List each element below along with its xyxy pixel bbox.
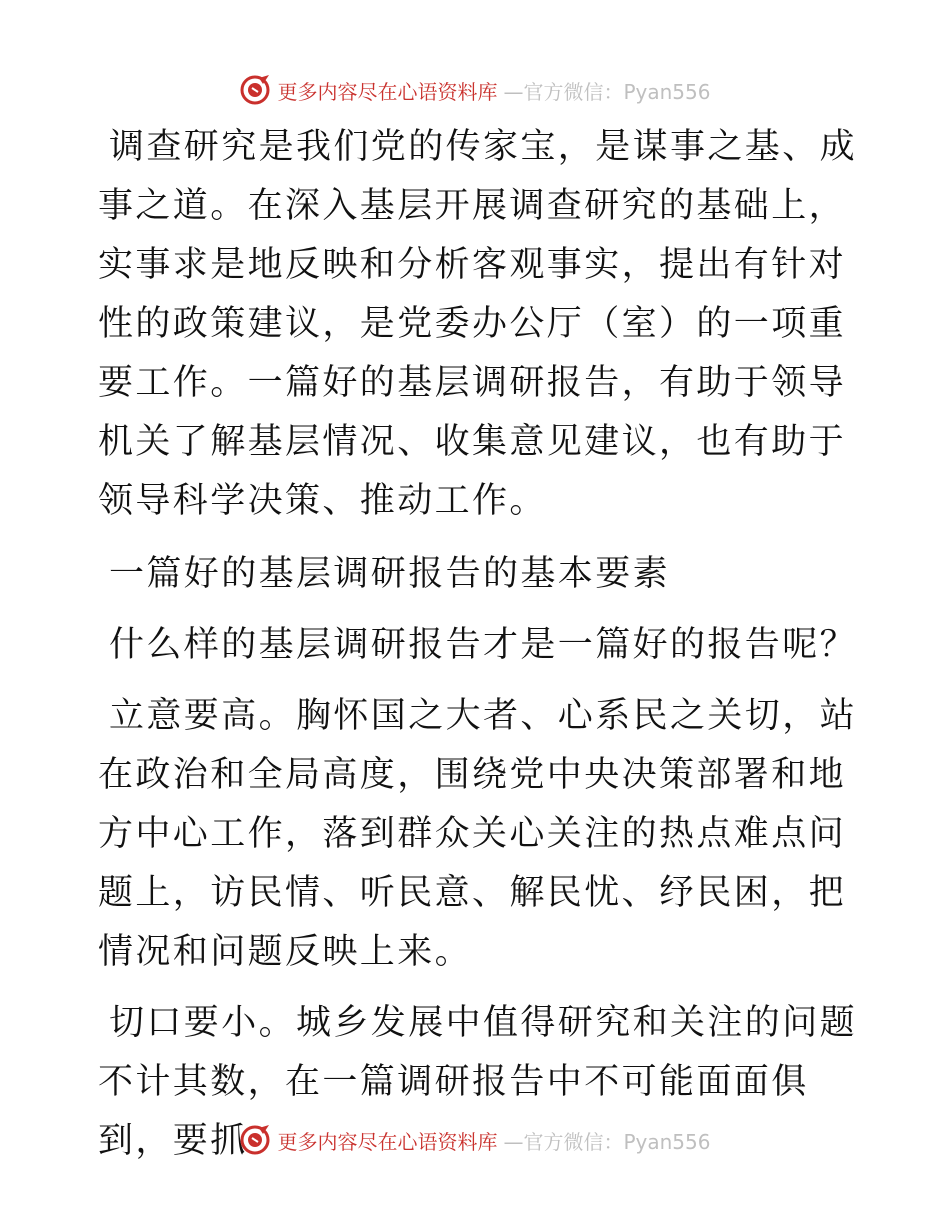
section-heading: 一篇好的基层调研报告的基本要素 (109, 554, 671, 594)
quill-seal-icon (239, 74, 271, 106)
footer-watermark (0, 1122, 950, 1158)
paragraph-question: 什么样的基层调研报告才是一篇好的报告呢？ (109, 625, 858, 665)
watermark-sub-text: —官方微信：Pyan556 (503, 79, 711, 104)
watermark-main-text: 更多内容尽在心语资料库 (277, 1129, 498, 1154)
paragraph-intro: 调查研究是我们党的传家宝，是谋事之基、成事之道。在深入基层开展调查研究的基础上，实事求是地反映和分析客观事实，提出有针对性的政策建议，是党委办公厅（室）的一项重要工作。一篇好的基层调研报告，有助于领导机关了解基层情况、收集意见建议，也有助于领导科学决策、推动工作。 (98, 127, 858, 521)
paragraph-high-aim: 立意要高。胸怀国之大者、心系民之关切，站在政治和全局高度，围绕党中央决策部署和地方中心工作，落到群众关心关注的热点难点问题上，访民情、听民意、解民忧、纾民困，把情况和问题反映上来。 (98, 696, 858, 972)
header-watermark (0, 72, 950, 108)
quill-seal-icon (239, 1124, 271, 1156)
watermark-main-text: 更多内容尽在心语资料库 (277, 79, 498, 104)
paragraph-small-cut: 切口要小。城乡发展中值得研究和关注的问题不计其数，在一篇调研报告中不可能面面俱到，要抓 (98, 1003, 858, 1161)
watermark-sub-text: —官方微信：Pyan556 (503, 1129, 711, 1154)
document-body (98, 118, 858, 1171)
